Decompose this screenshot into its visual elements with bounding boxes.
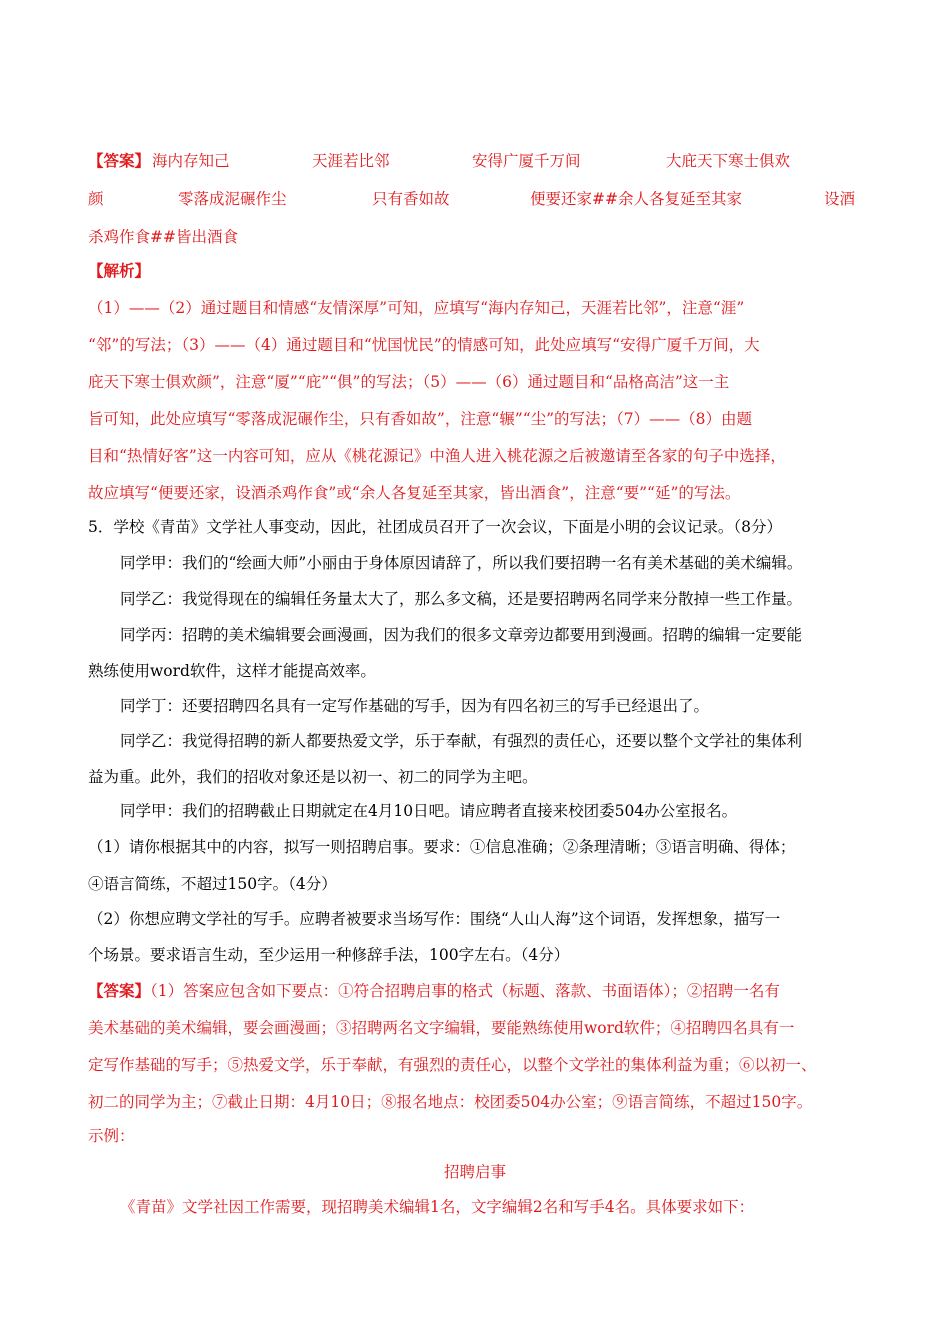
answer-tag: 【答案】 bbox=[88, 981, 151, 1000]
answer2-line bbox=[88, 980, 863, 1002]
meeting-record: 同学甲：我们的“绘画大师”小丽由于身体原因请辞了，所以我们要招聘一名有美术基础的美术编辑。 bbox=[120, 554, 803, 572]
answer-line-3 bbox=[88, 226, 863, 248]
answer2-line: 美术基础的美术编辑，要会画漫画；③招聘两名文字编辑，要能熟练使用word软件；④招聘四名具有一 bbox=[88, 1019, 795, 1037]
meeting-record: 熟练使用word软件，这样才能提高效率。 bbox=[88, 662, 376, 680]
answer-tag: 【答案】 bbox=[88, 151, 151, 170]
meeting-record: 同学丁：还要招聘四名具有一定写作基础的写手，因为有四名初三的写手已经退出了。 bbox=[120, 697, 710, 715]
analysis-heading bbox=[88, 260, 863, 282]
sub-question-1: （1）请你根据其中的内容，拟写一则招聘启事。要求：①信息准确；②条理清晰；③语言明确、得体； bbox=[88, 838, 796, 856]
analysis-line: 庇天下寒士俱欢颜”，注意“厦”“庇”“俱”的写法；（5）——（6）通过题目和“品格高洁”这一主 bbox=[88, 373, 730, 391]
answer-blank: 大庇天下寒士俱欢 bbox=[666, 152, 791, 170]
analysis-tag: 【解析】 bbox=[88, 261, 151, 280]
meeting-record: 同学甲：我们的招聘截止日期就定在4月10日吧。请应聘者直接来校团委504办公室报名。 bbox=[120, 802, 738, 820]
answer-blank: 便要还家##余人各复延至其家 bbox=[530, 190, 742, 208]
analysis-line: （1）——（2）通过题目和情感“友情深厚”可知，应填写“海内存知己，天涯若比邻”，注意“涯” bbox=[88, 299, 745, 317]
sub-question-2: （2）你想应聘文学社的写手。应聘者被要求当场写作：围绕“人山人海”这个词语，发挥想象，描写一 bbox=[88, 910, 781, 928]
meeting-record: 同学乙：我觉得招聘的新人都要热爱文学，乐于奉献，有强烈的责任心，还要以整个文学社的集体利 bbox=[120, 732, 803, 750]
answer-blank: 海内存知己 bbox=[152, 152, 230, 170]
answer-blank: 设酒 bbox=[824, 190, 856, 208]
answer-blank: 天涯若比邻 bbox=[312, 152, 390, 170]
answer-blank: 只有香如故 bbox=[372, 190, 450, 208]
example-body: 《青苗》文学社因工作需要，现招聘美术编辑1名，文字编辑2名和写手4名。具体要求如下： bbox=[120, 1198, 755, 1216]
meeting-record: 益为重。此外，我们的招收对象还是以初一、初二的同学为主吧。 bbox=[88, 768, 538, 786]
sub-question-2: 个场景。要求语言生动，至少运用一种修辞手法，100字左右。（4分） bbox=[88, 946, 570, 964]
example-title: 招聘启事 bbox=[443, 1163, 506, 1181]
meeting-record: 同学乙：我觉得现在的编辑任务量太大了，那么多文稿，还是要招聘两名同学来分散掉一些工作量。 bbox=[120, 590, 803, 608]
question-intro: 5．学校《青苗》文学社人事变动，因此，社团成员召开了一次会议，下面是小明的会议记录。（8分） bbox=[88, 518, 782, 536]
answer-blank: 零落成泥碾作尘 bbox=[178, 190, 287, 208]
answer-blank: 颜 bbox=[88, 190, 104, 208]
answer2-line: 示例： bbox=[88, 1127, 135, 1145]
answer-line-1 bbox=[88, 150, 863, 172]
meeting-record: 同学丙：招聘的美术编辑要会画漫画，因为我们的很多文章旁边都要用到漫画。招聘的编辑一定要能 bbox=[120, 626, 803, 644]
sub-question-1: ④语言简练，不超过150字。（4分） bbox=[88, 875, 337, 893]
answer2-text: （1）答案应包含如下要点：①符合招聘启事的格式（标题、落款、书面语体）；②招聘一名有 bbox=[150, 982, 780, 1000]
answer-blank: 杀鸡作食##皆出酒食 bbox=[88, 228, 238, 246]
answer2-line: 定写作基础的写手；⑤热爱文学，乐于奉献，有强烈的责任心，以整个文学社的集体利益为重；⑥以初一、 bbox=[88, 1056, 817, 1074]
analysis-line: 目和“热情好客”这一内容可知，应从《桃花源记》中渔人进入桃花源之后被邀请至各家的句子中选择， bbox=[88, 447, 786, 465]
answer2-line: 初二的同学为主；⑦截止日期：4月10日；⑧报名地点：校团委504办公室；⑨语言简练，不超过150字。 bbox=[88, 1093, 813, 1111]
analysis-line: “邻”的写法；（3）——（4）通过题目和“忧国忧民”的情感可知，此处应填写“安得广厦千万间，大 bbox=[88, 336, 760, 354]
analysis-line: 故应填写“便要还家，设酒杀鸡作食”或“余人各复延至其家，皆出酒食”，注意“要”“延”的写法。 bbox=[88, 484, 741, 502]
analysis-line: 旨可知，此处应填写“零落成泥碾作尘，只有香如故”，注意“辗”“尘”的写法；（7）——（8）由题 bbox=[88, 410, 753, 428]
answer-blank: 安得广厦千万间 bbox=[472, 152, 581, 170]
